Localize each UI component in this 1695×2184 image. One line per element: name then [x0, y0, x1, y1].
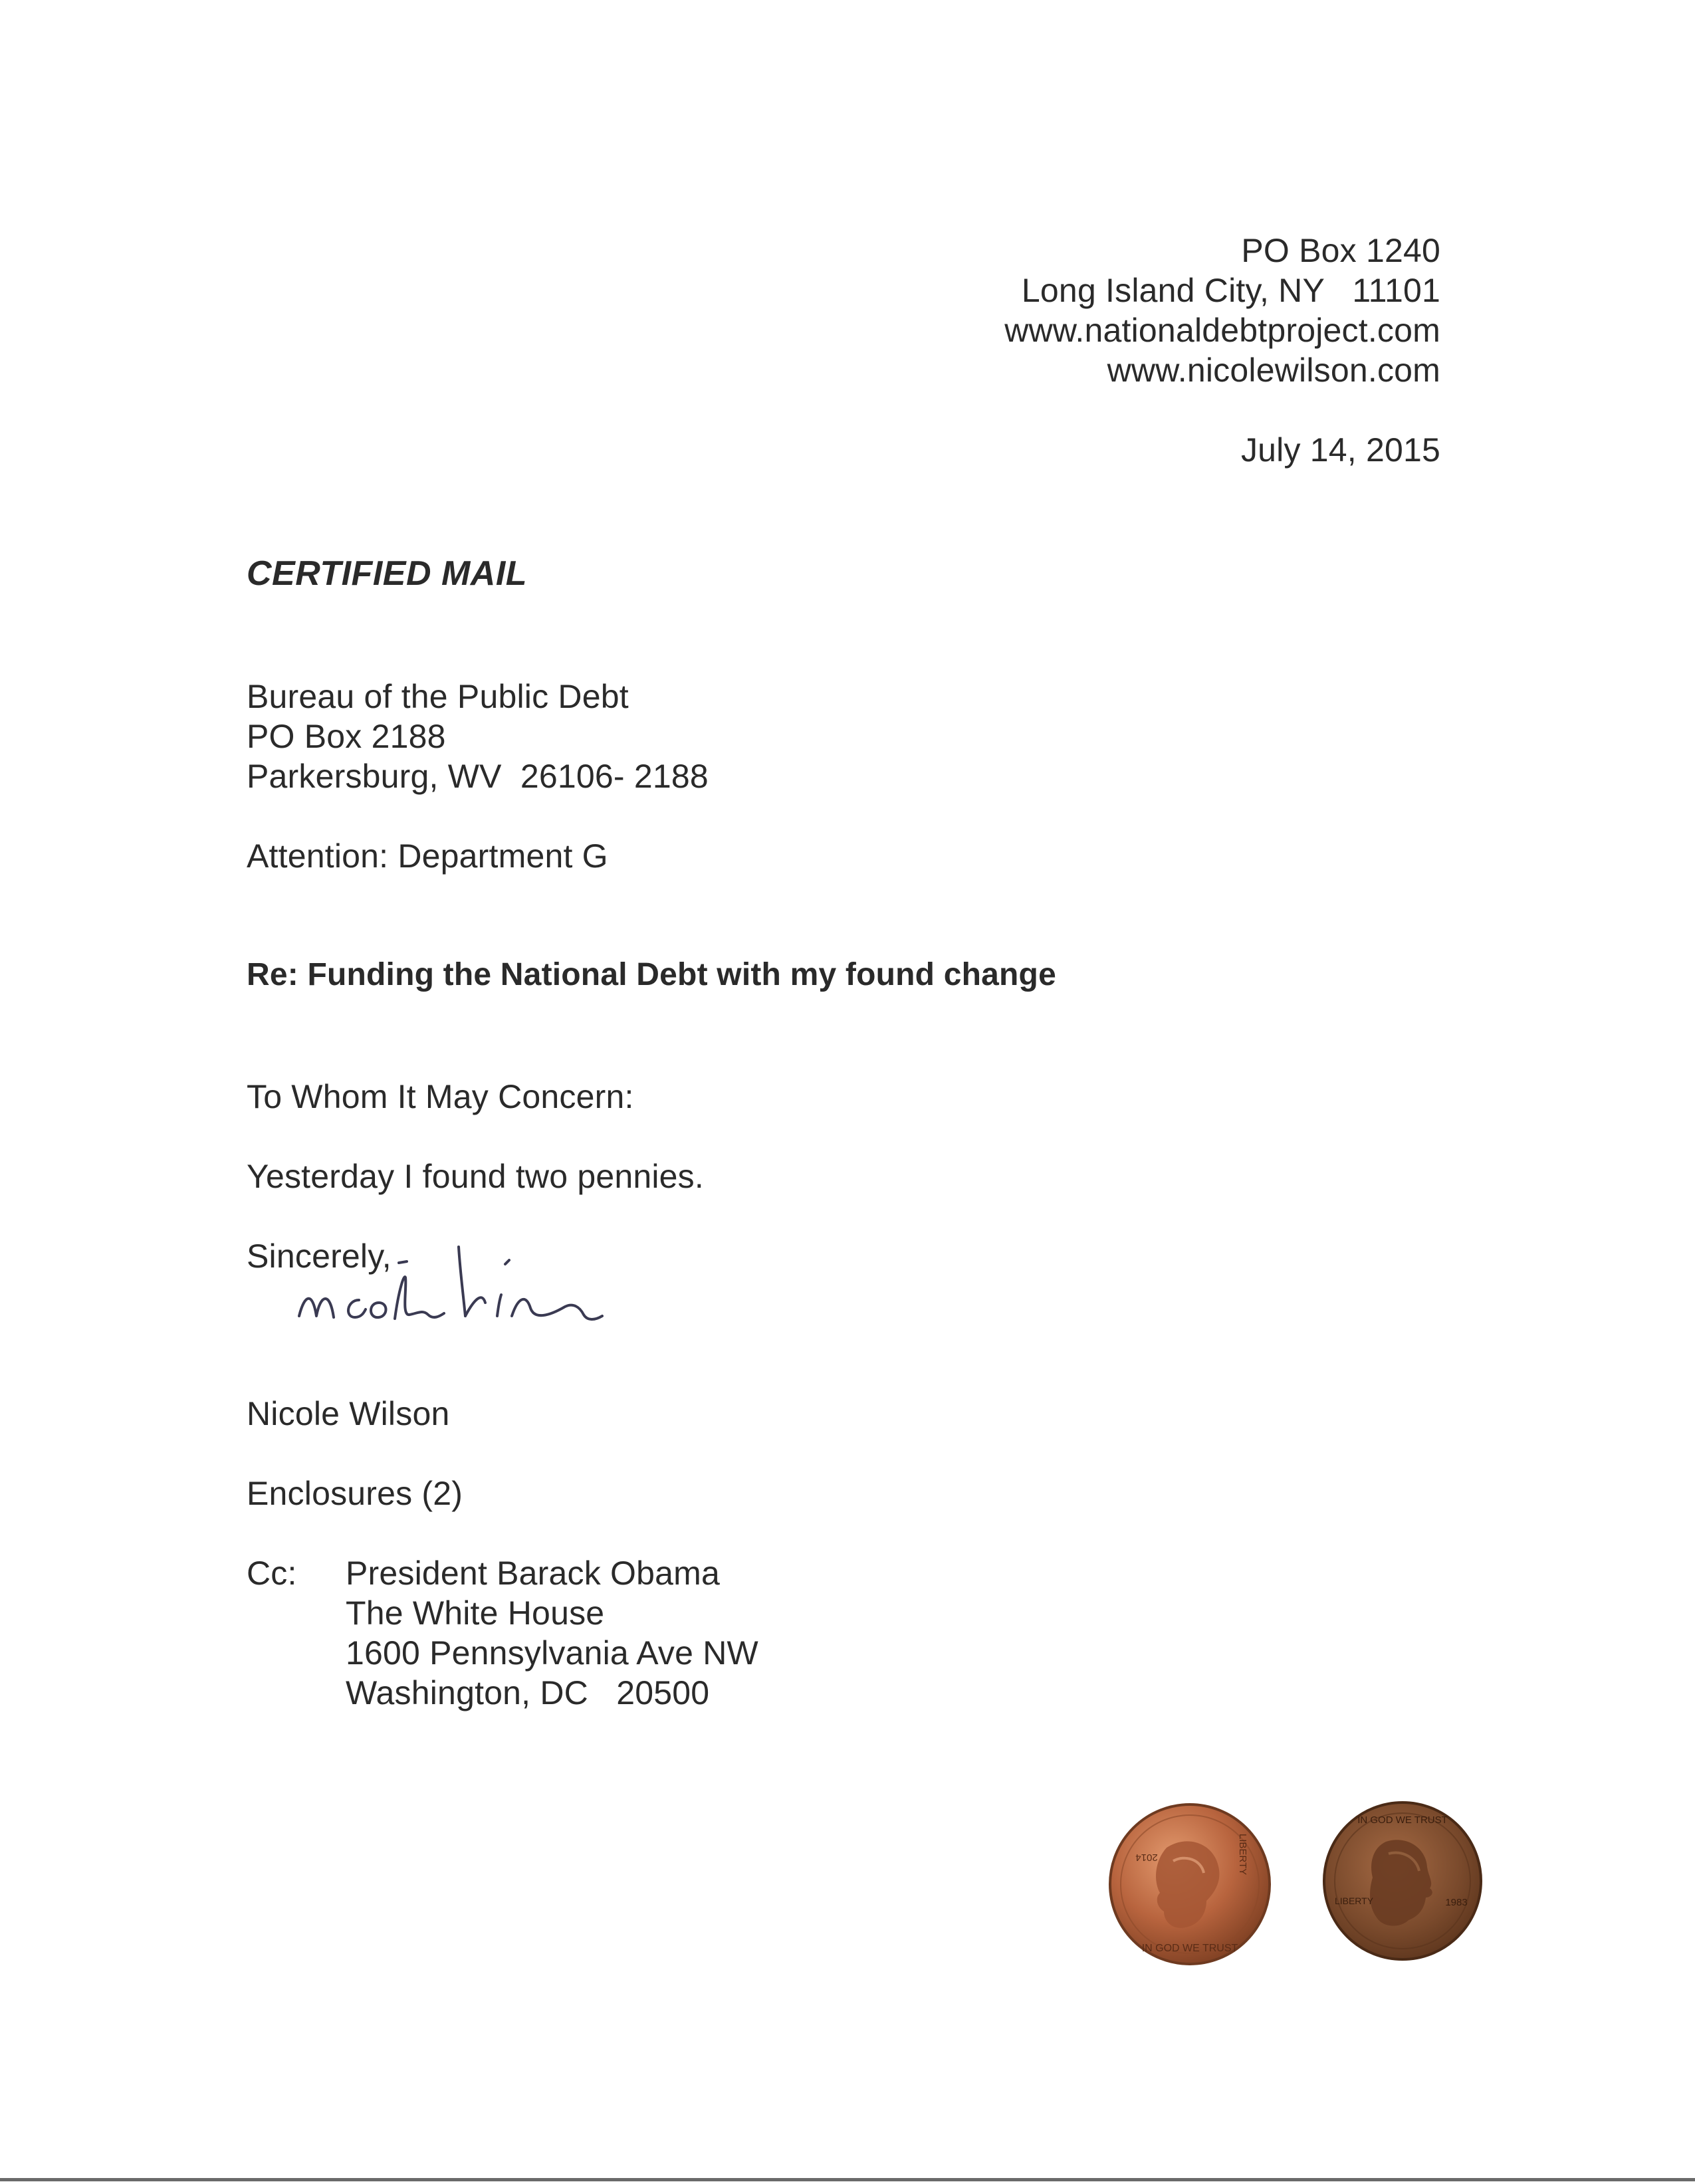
scan-bottom-edge: [0, 2178, 1695, 2181]
cc-label: Cc:: [247, 1555, 297, 1592]
signer-name: Nicole Wilson: [247, 1395, 450, 1432]
recipient-address-line1: PO Box 2188: [247, 718, 446, 755]
cc-line-3: 1600 Pennsylvania Ave NW: [346, 1634, 758, 1672]
closing: Sincerely,: [247, 1238, 392, 1275]
subject-line: Re: Funding the National Debt with my found change: [247, 957, 1056, 992]
certified-mail-heading: CERTIFIED MAIL: [247, 554, 528, 593]
attention-line: Attention: Department G: [247, 837, 608, 875]
penny-2-liberty: LIBERTY: [1334, 1896, 1374, 1906]
letter-date: July 14, 2015: [1240, 431, 1440, 469]
letter-body: Yesterday I found two pennies.: [247, 1158, 704, 1195]
sender-website-1: www.nationaldebtproject.com: [1004, 312, 1440, 349]
penny-image-2: [1319, 1798, 1486, 1964]
salutation: To Whom It May Concern:: [247, 1078, 634, 1115]
enclosures-note: Enclosures (2): [247, 1475, 463, 1512]
cc-line-1: President Barack Obama: [346, 1555, 720, 1592]
recipient-address-line2: Parkersburg, WV 26106- 2188: [247, 758, 709, 795]
penny-2-motto: IN GOD WE TRUST: [1357, 1814, 1448, 1826]
penny-1-liberty: LIBERTY: [1237, 1833, 1248, 1876]
penny-image-1: [1107, 1801, 1273, 1967]
sender-address-line1: PO Box 1240: [1241, 232, 1440, 269]
cc-line-2: The White House: [346, 1594, 605, 1632]
recipient-name: Bureau of the Public Debt: [247, 678, 629, 715]
sender-website-2: www.nicolewilson.com: [1107, 352, 1440, 389]
handwritten-signature: [286, 1216, 685, 1363]
penny-1-date: 2014: [1135, 1852, 1158, 1863]
penny-1-motto: IN GOD WE TRUST: [1141, 1943, 1238, 1954]
cc-line-4: Washington, DC 20500: [346, 1674, 710, 1711]
sender-address-line2: Long Island City, NY 11101: [1021, 272, 1440, 309]
penny-2-date: 1983: [1445, 1897, 1468, 1908]
